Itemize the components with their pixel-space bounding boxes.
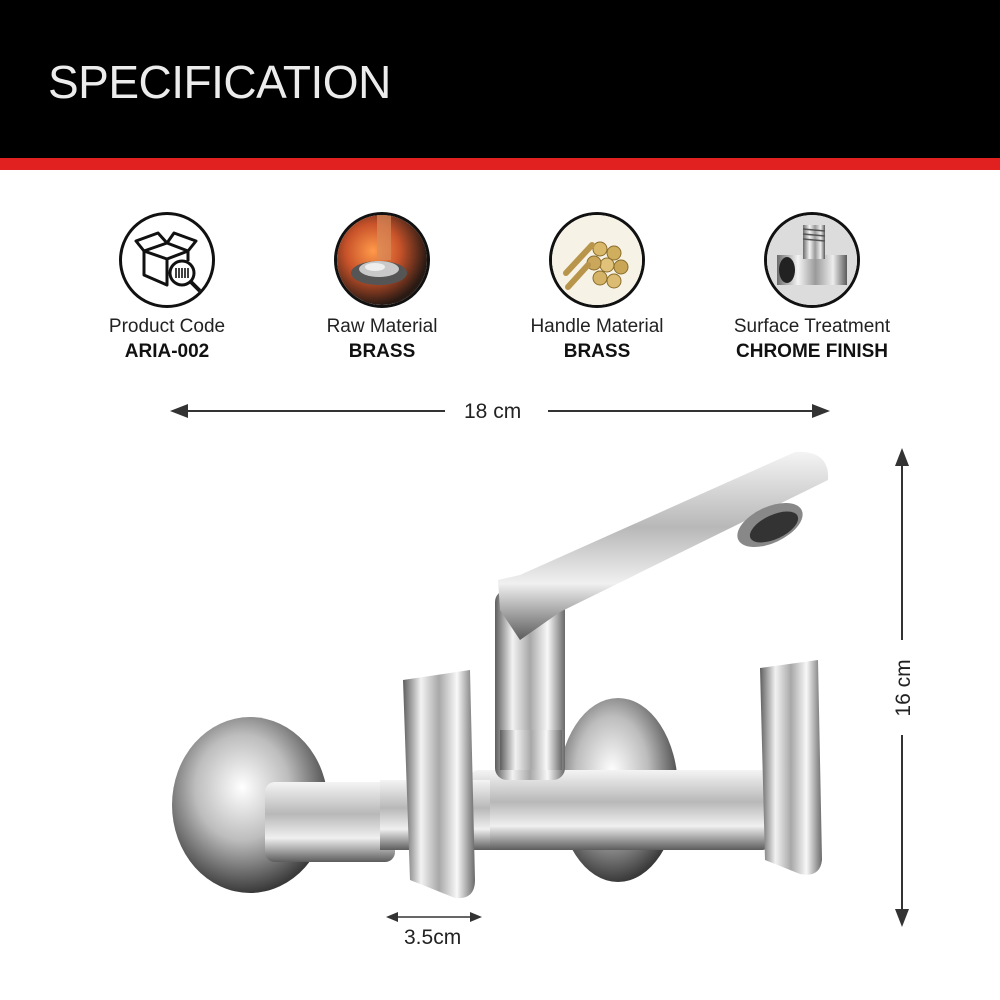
page-title: SPECIFICATION: [48, 56, 391, 108]
spec-label: Raw Material: [326, 316, 438, 337]
spec-label: Handle Material: [530, 316, 664, 337]
spec-value: BRASS: [563, 341, 631, 362]
spec-value: BRASS: [348, 341, 416, 362]
height-dimension-label: 16 cm: [892, 659, 915, 717]
depth-dimension-label: 3.5cm: [404, 926, 462, 949]
spec-label: Product Code: [108, 316, 226, 337]
faucet-image: [150, 430, 870, 900]
width-dimension-label: 18 cm: [464, 400, 522, 423]
spec-label: Surface Treatment: [733, 316, 891, 337]
spec-value: ARIA-002: [124, 341, 210, 362]
spec-value: CHROME FINISH: [736, 341, 888, 362]
